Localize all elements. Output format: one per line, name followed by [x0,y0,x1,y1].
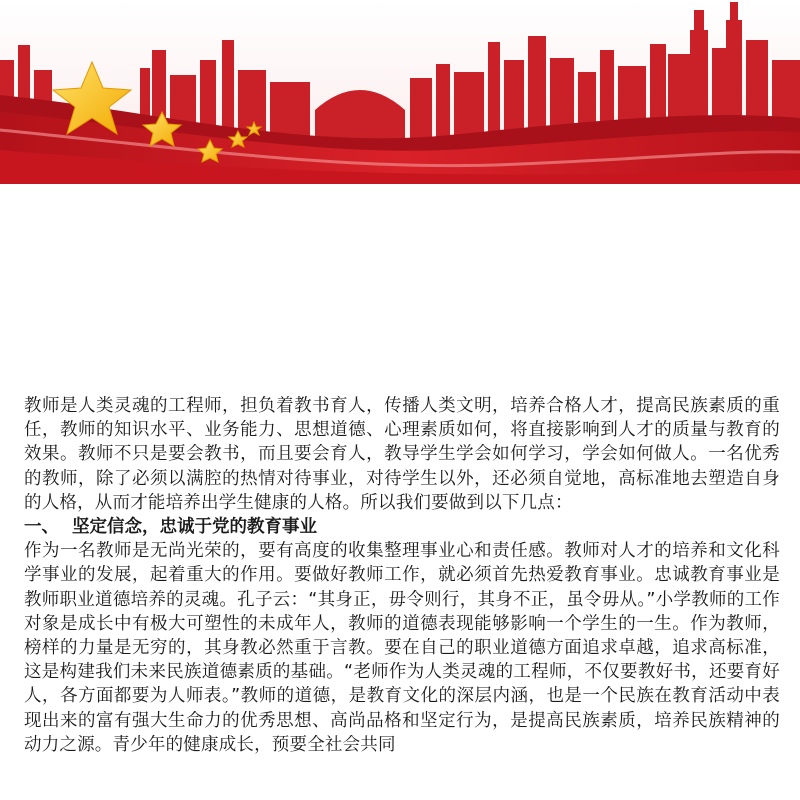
document-body [24,394,780,757]
section-title: 坚定信念，忠诚于党的教育事业 [72,517,317,538]
section-number: 一、 [24,517,59,538]
section-paragraph: 作为一名教师是无尚光荣的，要有高度的收集整理事业心和责任感。教师对人才的培养和文化科学事业的发展，起着重大的作用。要做好教师工作，就必须首先热爱教育事业。忠诚教育事业是教师职业道德培养的灵魂。孔子云：“其身正，毋令则行，其身不正，虽令毋从。”小学教师的工作对象是成长中有极大可塑性的未成年人，教师的道德表现能够影响一个学生的一生。作为教师，榜样的力量是无穷的，其身教必然重于言教。要在自己的职业道德方面追求卓越，追求高标准，这是构建我们未来民族道德素质的基础。“老师作为人类灵魂的工程师，不仅要教好书，还要育好人，各方面都要为人师表。”教师的道德，是教育文化的深层内涵，也是一个民族在教育活动中表现出来的富有强大生命力的优秀思想、高尚品格和坚定行为，是提高民族素质，培养民族精神的动力之源。青少年的健康成长，预要全社会共同 [24,541,780,755]
intro-paragraph: 教师是人类灵魂的工程师，担负着教书育人，传播人类文明，培养合格人才，提高民族素质的重任，教师的知识水平、业务能力、思想道德、心理素质如何，将直接影响到人才的质量与教育的效果。教师不只是要会教书，而且要会育人，教导学生学会如何学习，学会如何做人。一名优秀的教师，除了必须以满腔的热情对待事业，对待学生以外，还必须自觉地，高标准地去塑造自身的人格，从而才能培养出学生健康的人格。所以我们要做到以下几点： [24,396,780,513]
banner-graphic [0,0,800,184]
section-heading [24,515,780,539]
header-banner [0,0,800,184]
